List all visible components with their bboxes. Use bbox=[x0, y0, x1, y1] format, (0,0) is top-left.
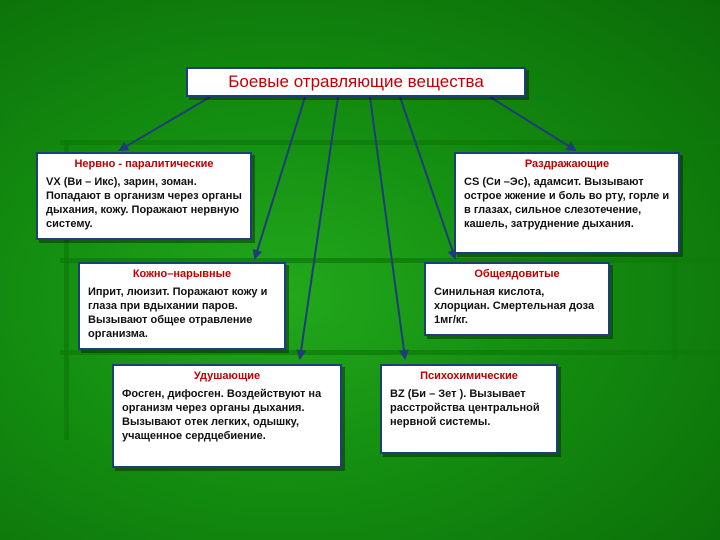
arrow-to-psycho bbox=[370, 97, 405, 358]
category-irritant bbox=[454, 152, 680, 254]
category-irritant-title: Раздражающие bbox=[524, 158, 610, 170]
category-choking bbox=[112, 364, 342, 468]
arrow-to-irritant bbox=[490, 97, 575, 150]
category-nerve bbox=[36, 152, 252, 240]
category-irritant-text: CS (Си –Эс), адамсит. Вызывают острое жжение и боль во рту, горле и в глазах, сильное слезотечение, кашель, затруднение дыхания. bbox=[464, 176, 670, 230]
diagram-title: Боевые отравляющие вещества bbox=[186, 67, 526, 97]
arrow-to-blister bbox=[255, 97, 305, 258]
category-psycho bbox=[380, 364, 558, 454]
category-blister-title: Кожно–нарывные bbox=[132, 268, 232, 280]
arrow-to-choking bbox=[300, 97, 338, 358]
category-general-text: Синильная кислота, хлорциан. Смертельная доза 1мг/кг. bbox=[434, 286, 595, 326]
category-general bbox=[424, 262, 610, 336]
arrow-to-general bbox=[400, 97, 455, 258]
category-blister bbox=[78, 262, 286, 350]
category-choking-text: Фосген, дифосген. Воздействуют на организм через органы дыхания. Вызывают отек легких, одышку, учащенное сердцебиение. bbox=[122, 388, 322, 442]
category-psycho-text: BZ (Би – Зет ). Вызывает расстройства центральной нервной системы. bbox=[390, 388, 540, 428]
category-choking-title: Удушающие bbox=[193, 370, 261, 382]
category-general-title: Общеядовитые bbox=[474, 268, 560, 280]
category-nerve-text: VX (Ви – Икс), зарин, зоман. Попадают в организм через органы дыхания, кожу. Поражают нервную систему. bbox=[46, 176, 242, 230]
arrow-to-nerve bbox=[120, 97, 210, 150]
category-nerve-title: Нервно - паралитические bbox=[74, 158, 214, 170]
category-psycho-title: Психохимические bbox=[420, 370, 518, 382]
category-blister-text: Иприт, люизит. Поражают кожу и глаза при вдыхании паров. Вызывают общее отравление организма. bbox=[88, 286, 268, 340]
